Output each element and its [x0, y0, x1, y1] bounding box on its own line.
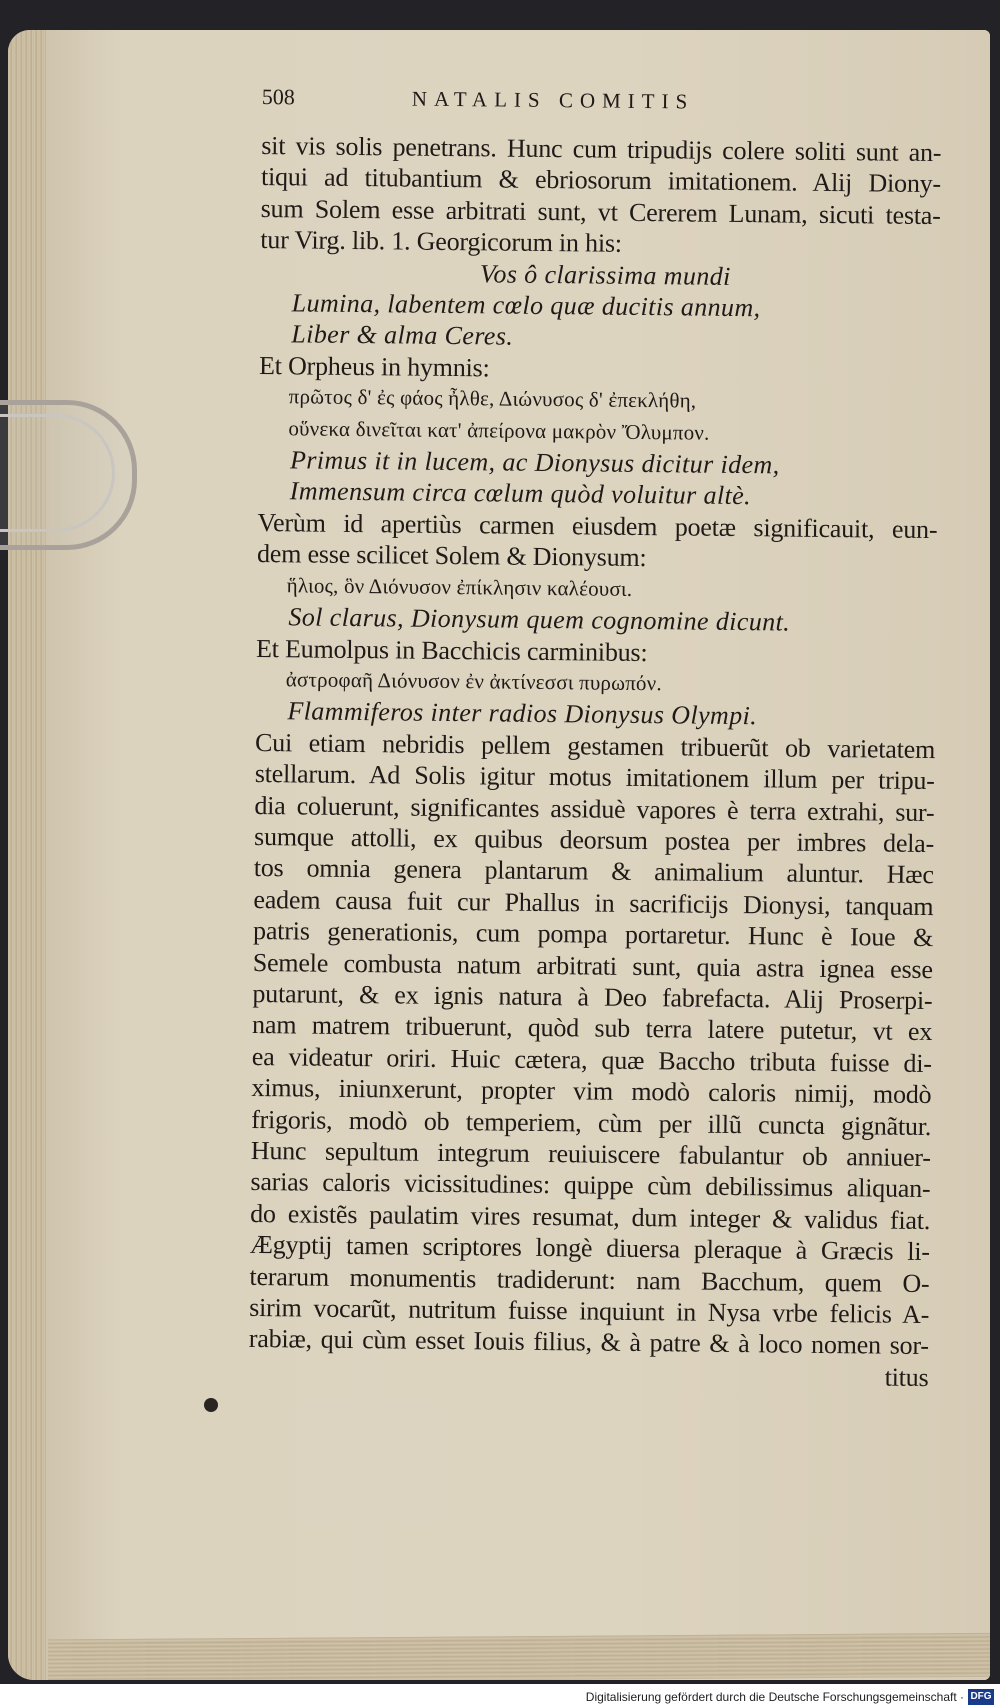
- text-line: eadem causa fuit cur Phallus in sacrificijs Dionysi, tanquam: [253, 884, 934, 921]
- text-line: ἥλιος, ὃν Διόνυσον ἐπίκλησιν καλέουσι.: [286, 572, 633, 601]
- text-line: Cui etiam nebridis pellem gestamen tribuerũt ob varietatem: [254, 727, 936, 764]
- text-line: ximus, iniunxerunt, propter vim modò caloris nimij, modò: [251, 1073, 932, 1110]
- text-line: frigoris, modò ob temperiem, cùm per illũ cuncta gignãtur.: [251, 1104, 932, 1141]
- text-line: dem esse scilicet Solem & Dionysum:: [256, 539, 647, 573]
- page-text: [248, 84, 942, 1431]
- text-line: Vos ô clarissima mundi: [479, 258, 731, 291]
- text-line: Hunc sepultum integrum reuiuiscere fabulantur ob anniuer-: [250, 1135, 931, 1173]
- page-edges: [8, 30, 50, 1680]
- text-line: stellarum. Ad Solis igitur motus imitationem illum per tripu-: [254, 759, 935, 796]
- text-line: Flammiferos inter radios Dionysus Olympi.: [287, 696, 758, 731]
- text-line: sarias caloris vicissitudines: quippe cùm debilissimus aliquan-: [250, 1167, 931, 1204]
- text-line: Et Orpheus in hymnis:: [258, 350, 490, 383]
- text-line: πρῶτος δ' ἐς φάος ἦλθε, Διώνυσος δ' ἐπεκλήθη,: [288, 384, 697, 413]
- digitization-credit: Digitalisierung gefördert durch die Deutsche Forschungsgemeinschaft ·: [585, 1690, 964, 1704]
- text-line: sumque attolli, ex quibus deorsum postea per imbres dela-: [253, 821, 935, 859]
- text-line: Primus it in lucem, ac Dionysus dicitur idem,: [289, 445, 780, 480]
- text-line: Ægyptij tamen scriptores longè diuersa pleraque à Græcis li-: [249, 1230, 930, 1267]
- text-line: Verùm id apertiùs carmen eiusdem poetæ significauit, eun-: [257, 507, 938, 544]
- text-line: Liber & alma Ceres.: [291, 319, 514, 352]
- text-line: tos omnia genera plantarum & animalium aluntur. Hæc: [253, 853, 934, 890]
- text-line: do existẽs paulatim vires resumat, dum integer & validus fiat.: [250, 1198, 931, 1235]
- dfg-logo: DFG: [968, 1689, 994, 1705]
- text-line: tiqui ad titubantium & ebriosorum imitationem. Alij Diony-: [260, 162, 942, 199]
- text-line: ea videatur oriri. Huic cætera, quæ Baccho tributa fuisse di-: [251, 1041, 932, 1078]
- text-line: terarum monumentis tradiderunt: nam Bacchum, quem O-: [249, 1261, 930, 1298]
- text-line: rabiæ, qui cùm esset Iouis filius, & à patre & à loco nomen sor-: [248, 1324, 929, 1361]
- text-line: tur Virg. lib. 1. Georgicorum in his:: [260, 225, 623, 258]
- text-line: patris generationis, cum pompa portaretur. Hunc è Ioue &: [252, 916, 934, 953]
- text-body: [248, 130, 941, 1393]
- text-line: Immensum circa cœlum quòd voluitur altè.: [289, 476, 752, 511]
- footer-bar: [0, 1684, 1000, 1708]
- text-line: ἀστροφαῆ Διόνυσον ἐν ἀκτίνεσσι πυρωπόν.: [285, 667, 662, 696]
- text-line: sit vis solis penetrans. Hunc cum tripudijs colere soliti sunt an-: [261, 130, 942, 168]
- text-line: Et Eumolpus in Bacchicis carminibus:: [255, 633, 648, 667]
- page-number: 508: [261, 84, 295, 110]
- text-line: οὕνεκα δινεῖται κατ' ἀπείρονα μακρὸν Ὄλυμπον.: [288, 415, 710, 445]
- text-line: Lumina, labentem cœlo quæ ducitis annum,: [291, 288, 761, 323]
- text-line: nam matrem tribuerunt, quòd sub terra latere putetur, vt ex: [251, 1010, 933, 1047]
- ink-dot: [204, 1398, 218, 1412]
- text-line: sirim vocarũt, nutritum fuisse inquiunt in Nysa vrbe felicis A-: [249, 1292, 930, 1330]
- text-line: titus: [884, 1362, 929, 1392]
- text-line: putarunt, & ex ignis natura à Deo fabrefacta. Alij Proserpi-: [252, 978, 933, 1016]
- text-line: dia coluerunt, significantes assiduè vapores è terra extrahi, sur-: [254, 790, 935, 827]
- text-line: sum Solem esse arbitrati sunt, vt Cererem Lunam, sicuti testa-: [260, 193, 941, 230]
- text-line: Semele combusta natum arbitrati sunt, quia astra ignea esse: [252, 947, 933, 984]
- page-header: [262, 84, 942, 137]
- text-line: Sol clarus, Dionysum quem cognomine dicunt.: [288, 602, 791, 637]
- book-clip-inner: [0, 414, 115, 532]
- bottom-page-edges: [48, 1633, 990, 1680]
- running-head: NATALIS COMITIS: [411, 86, 695, 114]
